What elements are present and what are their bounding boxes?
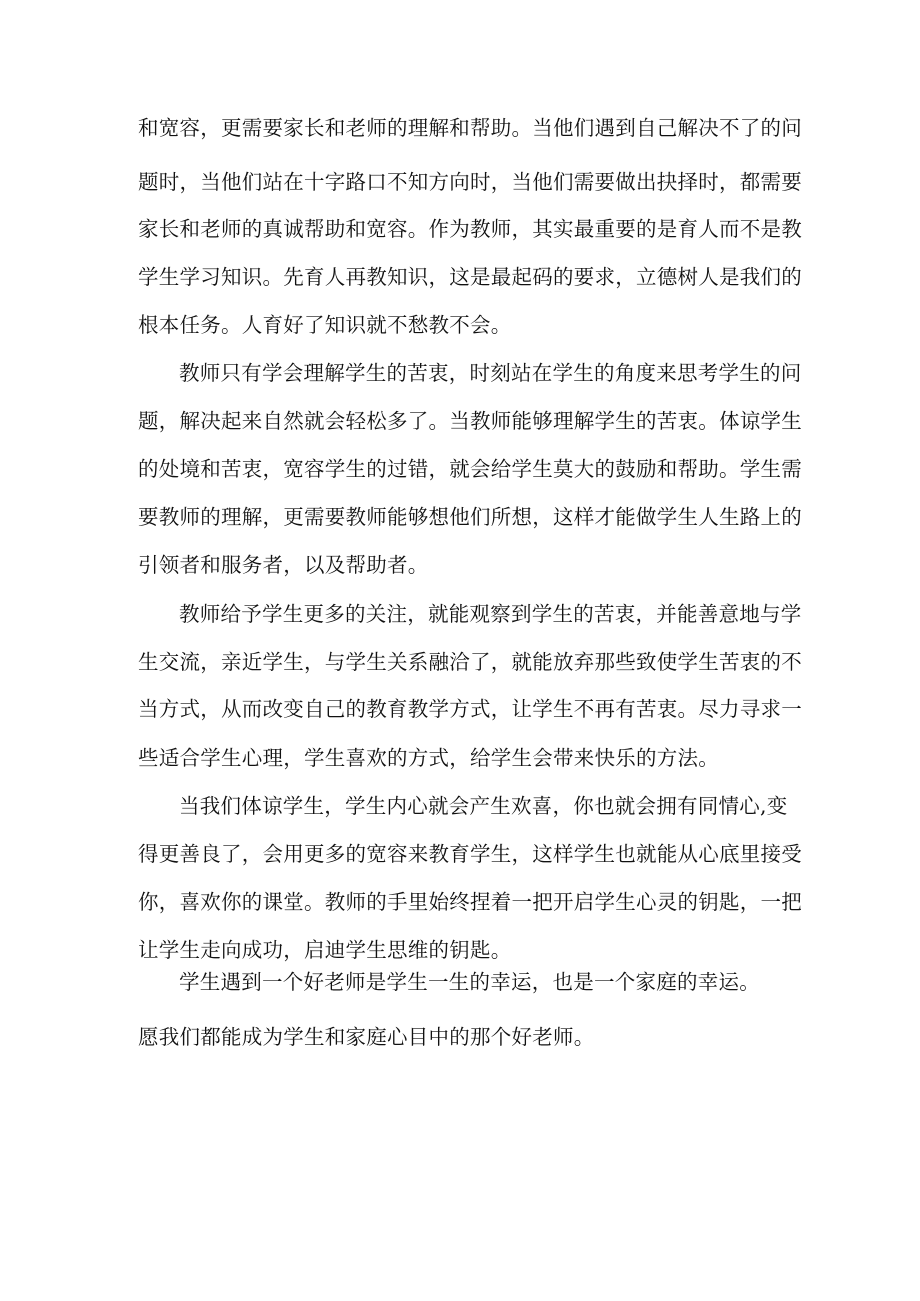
paragraph-line-wrap <box>138 553 788 577</box>
paragraph-line: 根本任务。人育好了知识就不愁教不会。 <box>138 313 512 337</box>
paragraph <box>138 361 802 385</box>
paragraph-line-wrap <box>138 650 802 674</box>
paragraph-line: 当方式，从而改变自己的教育教学方式，让学生不再有苦衷。尽力寻求一 <box>138 697 802 721</box>
paragraph-line: 引领者和服务者，以及帮助者。 <box>138 553 429 577</box>
paragraph-line-wrap <box>138 457 802 481</box>
paragraph-line: 让学生走向成功，启迪学生思维的钥匙。 <box>138 938 512 962</box>
paragraph-line: 得更善良了，会用更多的宽容来教育学生，这样学生也就能从心底里接受 <box>138 842 802 866</box>
paragraph-line: 教师给予学生更多的关注，就能观察到学生的苦衷，并能善意地与学 <box>179 602 802 626</box>
paragraph-line-wrap <box>138 265 802 289</box>
paragraph-line-wrap <box>138 409 802 433</box>
paragraph-line: 学生学习知识。先育人再教知识，这是最起码的要求，立德树人是我们的 <box>138 265 802 289</box>
paragraph-line-wrap <box>138 938 788 962</box>
paragraph-line: 你，喜欢你的课堂。教师的手里始终捏着一把开启学生心灵的钥匙，一把 <box>138 890 802 914</box>
paragraph-line-wrap <box>138 170 802 194</box>
paragraph <box>138 970 788 994</box>
paragraph-line: 学生遇到一个好老师是学生一生的幸运，也是一个家庭的幸运。 <box>179 970 760 994</box>
paragraph-line: 家长和老师的真诚帮助和宽容。作为教师，其实最重要的是育人而不是教 <box>138 217 802 241</box>
paragraph <box>138 602 802 626</box>
paragraph-line: 当我们体谅学生，学生内心就会产生欢喜，你也就会拥有同情心,变 <box>179 794 788 818</box>
paragraph-line-wrap <box>138 697 802 721</box>
paragraph-line: 的处境和苦衷，宽容学生的过错，就会给学生莫大的鼓励和帮助。学生需 <box>138 457 802 481</box>
paragraph-line: 题，解决起来自然就会轻松多了。当教师能够理解学生的苦衷。体谅学生 <box>138 409 802 433</box>
paragraph-line-wrap <box>138 505 802 529</box>
paragraph <box>138 794 788 818</box>
paragraph-line-wrap <box>138 746 788 770</box>
paragraph-line: 愿我们都能成为学生和家庭心目中的那个好老师。 <box>138 1025 595 1049</box>
paragraph-line: 要教师的理解，更需要教师能够想他们所想，这样才能做学生人生路上的 <box>138 505 802 529</box>
paragraph-line-wrap <box>138 217 802 241</box>
paragraph-line-wrap <box>138 313 788 337</box>
paragraph-line: 和宽容，更需要家长和老师的理解和帮助。当他们遇到自己解决不了的问 <box>138 116 802 140</box>
paragraph <box>138 116 802 140</box>
paragraph-line: 些适合学生心理，学生喜欢的方式，给学生会带来快乐的方法。 <box>138 746 719 770</box>
paragraph-line-wrap <box>138 842 802 866</box>
paragraph-line-wrap <box>138 890 802 914</box>
paragraph-line: 生交流，亲近学生，与学生关系融洽了，就能放弃那些致使学生苦衷的不 <box>138 650 802 674</box>
paragraph-line: 题时，当他们站在十字路口不知方向时，当他们需要做出抉择时，都需要 <box>138 170 802 194</box>
paragraph-line-wrap <box>138 1025 788 1049</box>
paragraph-line: 教师只有学会理解学生的苦衷，时刻站在学生的角度来思考学生的问 <box>179 361 802 385</box>
